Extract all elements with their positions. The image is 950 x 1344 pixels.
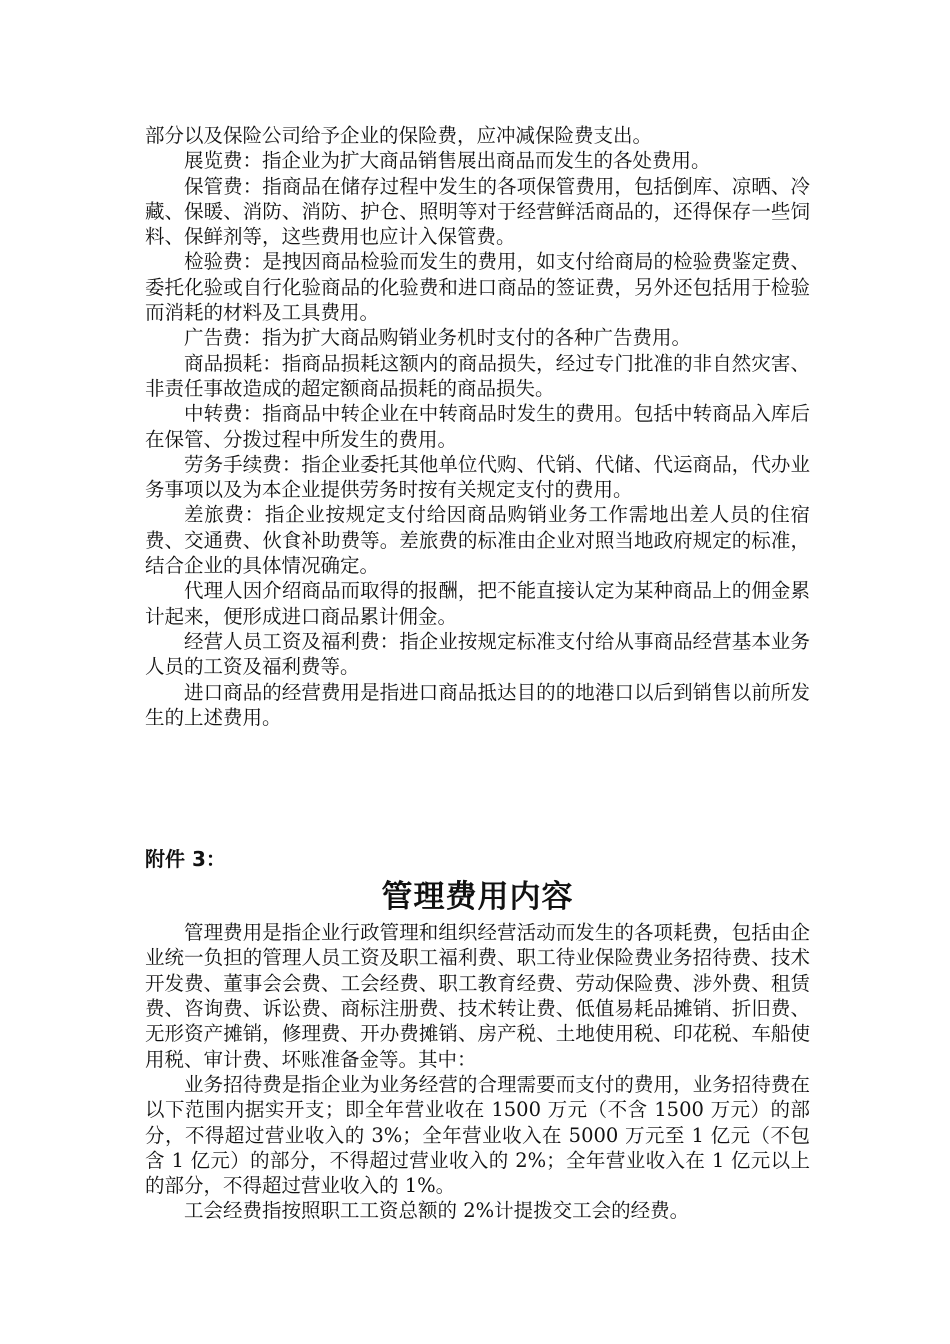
paragraph-agent-commission: 代理人因介绍商品而取得的报酬，把不能直接认定为某种商品上的佣金累计起来，便形成进口商品累计佣金。 xyxy=(145,579,810,628)
document-page xyxy=(145,123,810,1224)
paragraph-insurance-continued: 部分以及保险公司给予企业的保险费，应冲减保险费支出。 xyxy=(145,124,653,147)
paragraph-transit-fee: 中转费：指商品中转企业在中转商品时发生的费用。包括中转商品入库后在保管、分拨过程中所发生的费用。 xyxy=(145,402,810,451)
paragraph-goods-loss: 商品损耗：指商品损耗这额内的商品损失，经过专门批准的非自然灾害、非责任事故造成的超定额商品损耗的商品损失。 xyxy=(145,351,810,400)
paragraph-management-expense-definition: 管理费用是指企业行政管理和组织经营活动而发生的各项耗费，包括由企业统一负担的管理人员工资及职工福利费、职工待业保险费业务招待费、技术开发费、董事会会费、工会经费、职工教育经费、劳动保险费、涉外费、租赁费、咨询费、诉讼费、商标注册费、技术转让费、低值易耗品摊销、折旧费、无形资产摊销，修理费、开办费摊销、房产税、土地使用税、印花税、车船使用税、审计费、坏账准备金等。其中： xyxy=(145,921,810,1071)
paragraph-advertising-fee: 广告费：指为扩大商品购销业务机时支付的各种广告费用。 xyxy=(184,326,692,350)
paragraph-service-commission: 劳务手续费：指企业委托其他单位代购、代销、代储、代运商品，代办业务事项以及为本企业提供劳务时按有关规定支付的费用。 xyxy=(145,452,810,502)
paragraph-import-operating-cost: 进口商品的经营费用是指进口商品抵达目的的地港口以后到销售以前所发生的上述费用。 xyxy=(145,680,810,729)
paragraph-exhibition-fee: 展览费：指企业为扩大商品销售展出商品而发生的各处费用。 xyxy=(184,149,711,173)
paragraph-staff-wages: 经营人员工资及福利费：指企业按规定标准支付给从事商品经营基本业务人员的工资及福利费等。 xyxy=(145,629,810,679)
paragraph-travel-expense: 差旅费：指企业按规定支付给因商品购销业务工作需地出差人员的住宿费、交通费、伙食补助费等。差旅费的标准由企业对照当地政府规定的标准，结合企业的具体情况确定。 xyxy=(145,503,810,578)
paragraph-storage-fee: 保管费：指商品在储存过程中发生的各项保管费用，包括倒库、凉晒、冷藏、保暖、消防、消防、护仓、照明等对于经营鲜活商品的，还得保存一些饲料、保鲜剂等，这些费用也应计入保管费。 xyxy=(145,174,810,249)
attachment-label: 附件 3： xyxy=(145,847,226,872)
paragraph-inspection-fee: 检验费：是拽因商品检验而发生的费用，如支付给商局的检验费鉴定费、委托化验或自行化验商品的化验费和进口商品的签证费，另外还包括用于检验而消耗的材料及工具费用。 xyxy=(145,250,810,325)
document-title: 管理费用内容 xyxy=(381,879,574,916)
section-spacer xyxy=(145,730,810,846)
paragraph-entertainment-expense: 业务招待费是指企业为业务经营的合理需要而支付的费用，业务招待费在以下范围内据实开支；即全年营业收在 1500 万元（不含 1500 万元）的部分，不得超过营业收入的 3%；全年营业收入在 5000 万元至 1 亿元（不包含 1 亿元）的部分，不得超过营业收入的 2%；全年营业收入在 1 亿元以上的部分，不得超过营业收入的 1%。 xyxy=(145,1072,810,1198)
paragraph-union-fund: 工会经费指按照职工工资总额的 2%计提拨交工会的经费。 xyxy=(184,1199,690,1223)
